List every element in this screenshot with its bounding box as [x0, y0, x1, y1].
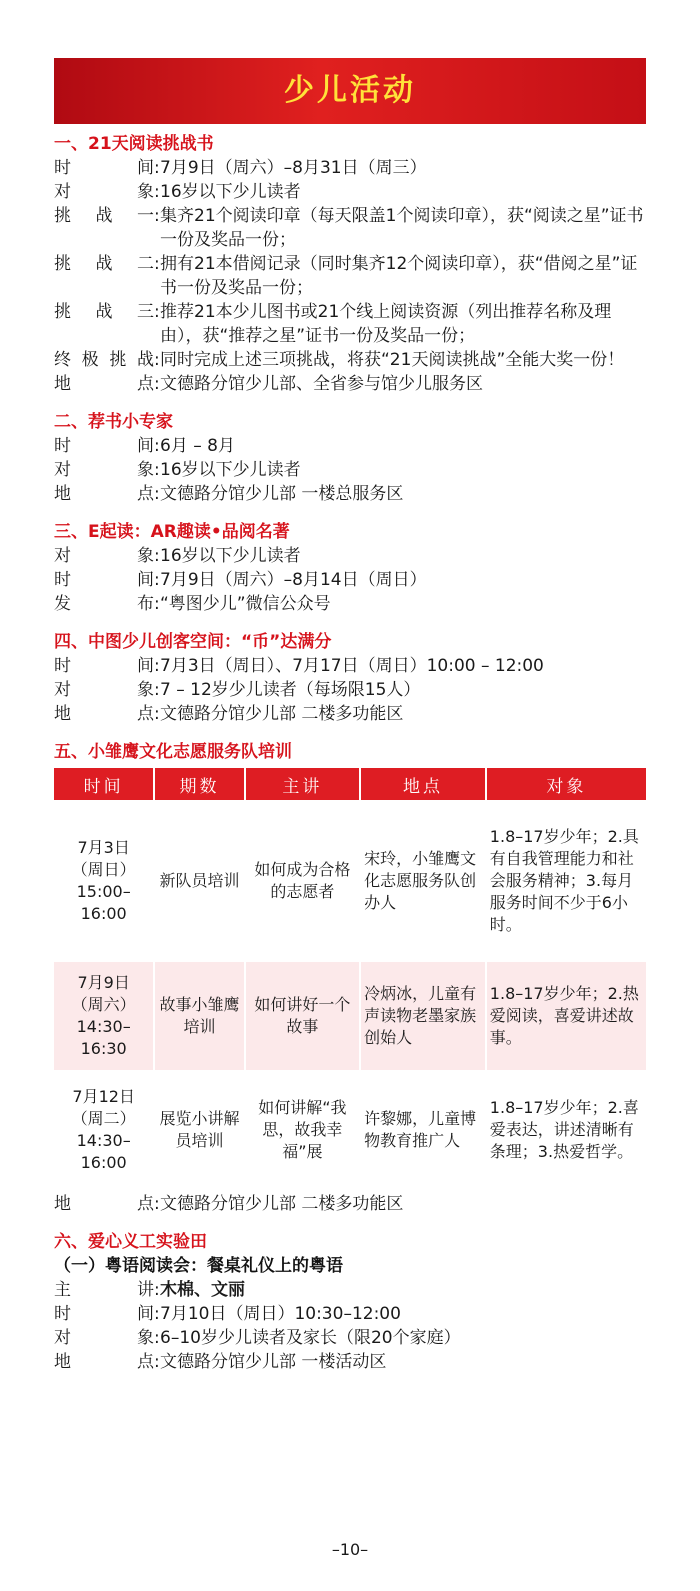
info-label: 时间	[54, 656, 154, 676]
info-row: 地点 : 文德路分馆少儿部 一楼活动区	[54, 1350, 646, 1374]
info-value: 文德路分馆少儿部 二楼多功能区	[160, 704, 404, 724]
info-row: 对象 : 16岁以下少儿读者	[54, 180, 646, 204]
info-value: 文德路分馆少儿部、全省参与馆少儿服务区	[160, 374, 483, 394]
info-value: 7月9日（周六）–8月31日（周三）	[160, 158, 427, 178]
info-label: 对象	[54, 680, 154, 700]
time-range: 14:30–16:00	[76, 1131, 131, 1172]
info-row: 终极挑战 : 同时完成上述三项挑战，将获“21天阅读挑战”全能大奖一份！	[54, 348, 646, 372]
info-row: 地点 : 文德路分馆少儿部 二楼多功能区	[54, 702, 646, 726]
info-value: 7月3日（周日）、7月17日（周日）10:00 – 12:00	[160, 656, 544, 676]
info-row: 对象 : 7 – 12岁少儿读者（每场限15人）	[54, 678, 646, 702]
info-row: 地点 : 文德路分馆少儿部、全省参与馆少儿服务区	[54, 372, 646, 396]
info-value: 同时完成上述三项挑战，将获“21天阅读挑战”全能大奖一份！	[160, 350, 625, 370]
info-row: 时间 : 7月9日（周六）–8月31日（周三）	[54, 156, 646, 180]
info-label: 对象	[54, 182, 154, 202]
page-title: 少儿活动	[284, 73, 416, 108]
column-header: 期数	[155, 768, 243, 800]
info-label: 时间	[54, 1304, 154, 1324]
speaker-cell: 宋玲，小雏鹰文化志愿服务队创办人	[361, 802, 485, 960]
table-row	[54, 1072, 646, 1188]
weekday: （周二）	[71, 1109, 136, 1128]
info-label: 主讲	[54, 1280, 154, 1300]
info-label: 挑战三	[54, 302, 154, 322]
subsection-title: （一）粤语阅读会：餐桌礼仪上的粤语	[54, 1256, 343, 1276]
info-value: 7月9日（周六）–8月14日（周日）	[160, 570, 427, 590]
topic-cell: 如何讲解“我思，故我幸福”展	[246, 1072, 360, 1188]
info-value: 16岁以下少儿读者	[160, 546, 301, 566]
speaker-cell: 许黎娜，儿童博物教育推广人	[361, 1072, 485, 1188]
date-cell	[54, 962, 153, 1070]
column-header: 地点	[361, 768, 485, 800]
section-title: 二、荐书小专家	[54, 412, 173, 432]
section-title: 五、小雏鹰文化志愿服务队培训	[54, 742, 292, 762]
section-title: 六、爱心义工实验田	[54, 1232, 207, 1252]
info-row: 挑战二 : 拥有21本借阅记录（同时集齐12个阅读印章），获“借阅之星”证书一份及奖品一份；	[54, 252, 646, 300]
column-header: 主讲	[246, 768, 360, 800]
training-table	[52, 766, 648, 1190]
info-label: 对象	[54, 1328, 154, 1348]
info-row: 地点 : 文德路分馆少儿部 一楼总服务区	[54, 482, 646, 506]
info-row: 时间 : 6月 – 8月	[54, 434, 646, 458]
period-cell: 故事小雏鹰培训	[155, 962, 243, 1070]
date-cell	[54, 1072, 153, 1188]
date: 7月12日	[72, 1087, 135, 1106]
info-label: 时间	[54, 436, 154, 456]
info-row: 挑战一 : 集齐21个阅读印章（每天限盖1个阅读印章），获“阅读之星”证书一份及奖品一份；	[54, 204, 646, 252]
section-title: 四、中图少儿创客空间：“币”达满分	[54, 632, 332, 652]
date: 7月3日	[77, 838, 130, 857]
period-cell: 新队员培训	[155, 802, 243, 960]
audience-cell: 1.8–17岁少年；2.热爱阅读，喜爱讲述故事。	[487, 962, 646, 1070]
title-banner	[54, 58, 646, 124]
info-label: 发布	[54, 594, 154, 614]
info-row: 时间 : 7月9日（周六）–8月14日（周日）	[54, 568, 646, 592]
info-label: 对象	[54, 460, 154, 480]
page-number: –10–	[331, 1540, 369, 1559]
info-row: 时间 : 7月3日（周日）、7月17日（周日）10:00 – 12:00	[54, 654, 646, 678]
info-value: 文德路分馆少儿部 一楼活动区	[160, 1352, 387, 1372]
info-value: 6月 – 8月	[160, 436, 235, 456]
info-label: 对象	[54, 546, 154, 566]
info-label: 地点	[54, 484, 154, 504]
info-row: 时间 : 7月10日（周日）10:30–12:00	[54, 1302, 646, 1326]
info-value: 集齐21个阅读印章（每天限盖1个阅读印章），获“阅读之星”证书一份及奖品一份；	[160, 206, 644, 250]
info-label: 地点	[54, 374, 154, 394]
audience-cell: 1.8–17岁少年；2.具有自我管理能力和社会服务精神；3.每月服务时间不少于6小时。	[487, 802, 646, 960]
info-row: 对象 : 6–10岁少儿读者及家长（限20个家庭）	[54, 1326, 646, 1350]
column-header: 对象	[487, 768, 646, 800]
info-label: 地点	[54, 1194, 154, 1214]
weekday: （周日）	[71, 860, 136, 879]
info-row: 对象 : 16岁以下少儿读者	[54, 458, 646, 482]
info-label: 时间	[54, 570, 154, 590]
info-row: 对象 : 16岁以下少儿读者	[54, 544, 646, 568]
period-cell: 展览小讲解员培训	[155, 1072, 243, 1188]
info-value: 7月10日（周日）10:30–12:00	[160, 1304, 401, 1324]
section-title: 三、E起读：AR趣读•品阅名著	[54, 522, 290, 542]
info-row: 发布 : “粤图少儿”微信公众号	[54, 592, 646, 616]
speaker-cell: 冷炳冰，儿童有声读物老墨家族创始人	[361, 962, 485, 1070]
table-header-row	[54, 768, 646, 800]
audience-cell: 1.8–17岁少年；2.喜爱表达，讲述清晰有条理；3.热爱哲学。	[487, 1072, 646, 1188]
topic-cell: 如何成为合格的志愿者	[246, 802, 360, 960]
time-range: 15:00–16:00	[76, 882, 131, 923]
info-label: 地点	[54, 704, 154, 724]
info-value: 文德路分馆少儿部 一楼总服务区	[160, 484, 404, 504]
info-row: 挑战三 : 推荐21本少儿图书或21个线上阅读资源（列出推荐名称及理由），获“推荐之星”证书一份及奖品一份；	[54, 300, 646, 348]
info-value: 16岁以下少儿读者	[160, 460, 301, 480]
info-value: 6–10岁少儿读者及家长（限20个家庭）	[160, 1328, 461, 1348]
table-row	[54, 962, 646, 1070]
info-label: 终极挑战	[54, 350, 154, 370]
info-row: 主讲 : 木棉、文丽	[54, 1280, 245, 1300]
speaker-names: 木棉、文丽	[160, 1280, 245, 1300]
info-value: 7 – 12岁少儿读者（每场限15人）	[160, 680, 421, 700]
table-row	[54, 802, 646, 960]
info-label: 时间	[54, 158, 154, 178]
topic-cell: 如何讲好一个故事	[246, 962, 360, 1070]
info-value: 16岁以下少儿读者	[160, 182, 301, 202]
column-header: 时间	[54, 768, 153, 800]
info-value: 推荐21本少儿图书或21个线上阅读资源（列出推荐名称及理由），获“推荐之星”证书一份及奖品一份；	[160, 302, 612, 346]
section-title: 一、21天阅读挑战书	[54, 134, 214, 154]
date-cell	[54, 802, 153, 960]
info-value: “粤图少儿”微信公众号	[160, 594, 331, 614]
info-value: 文德路分馆少儿部 二楼多功能区	[160, 1194, 404, 1214]
info-row: 地点 : 文德路分馆少儿部 二楼多功能区	[54, 1192, 646, 1216]
date: 7月9日	[77, 973, 130, 992]
info-label: 地点	[54, 1352, 154, 1372]
time-range: 14:30–16:30	[76, 1017, 131, 1058]
info-value: 拥有21本借阅记录（同时集齐12个阅读印章），获“借阅之星”证书一份及奖品一份；	[160, 254, 638, 298]
info-label: 挑战二	[54, 254, 154, 274]
weekday: （周六）	[71, 995, 136, 1014]
info-label: 挑战一	[54, 206, 154, 226]
activity-list	[54, 132, 646, 1374]
